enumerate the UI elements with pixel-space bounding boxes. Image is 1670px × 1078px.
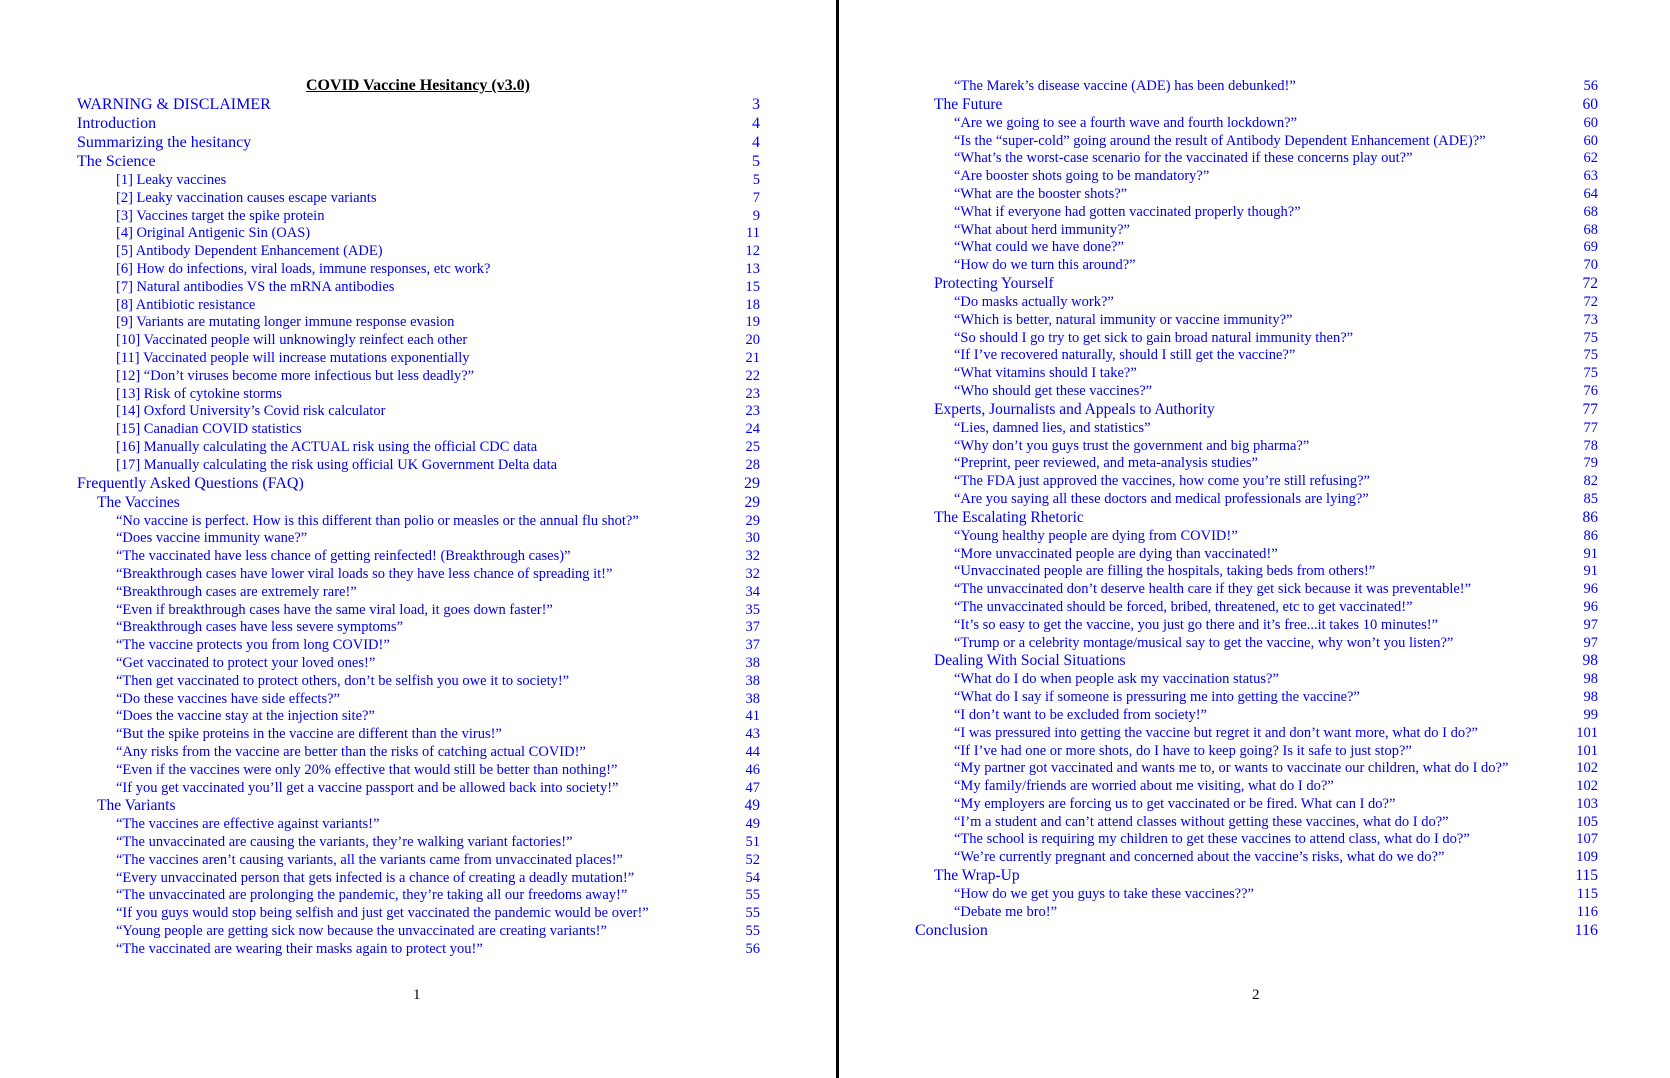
toc-entry-page-number[interactable]: 69 [1583,239,1598,256]
toc-entry-page-number[interactable]: 12 [745,243,760,260]
toc-entry[interactable] [0,762,836,780]
toc-entry-page-number[interactable]: 23 [745,403,760,420]
toc-entry[interactable] [0,386,836,404]
toc-entry-title[interactable]: “What about herd immunity?” [954,221,1130,238]
toc-entry[interactable] [0,421,836,439]
toc-entry-page-number[interactable]: 98 [1583,689,1598,706]
toc-entry[interactable] [0,190,836,208]
toc-entry-title[interactable]: [4] Original Antigenic Sin (OAS) [116,225,311,242]
toc-entry-title[interactable]: The Variants [97,797,176,815]
toc-entry-page-number[interactable]: 116 [1576,903,1598,920]
toc-entry-page-number[interactable]: 47 [745,779,760,796]
toc-entry[interactable] [840,96,1670,115]
toc-entry[interactable] [840,383,1670,401]
toc-entry-title[interactable]: [1] Leaky vaccines [116,172,227,188]
toc-entry-page-number[interactable]: 43 [745,726,760,743]
toc-entry-page-number[interactable]: 4 [752,134,760,151]
toc-entry[interactable] [0,887,836,905]
toc-entry-title[interactable]: “The unvaccinated don’t deserve health care if they get sick because it was preventable!” [954,581,1472,598]
toc-entry-page-number[interactable]: 44 [745,743,760,760]
toc-entry-page-number[interactable]: 19 [745,314,760,331]
toc-entry-page-number[interactable]: 60 [1583,132,1598,149]
toc-entry-title[interactable]: The Vaccines [97,493,180,511]
toc-entry-title[interactable]: “If I’ve recovered naturally, should I still get the vaccine?” [954,347,1296,364]
toc-entry[interactable] [840,204,1670,222]
toc-entry-page-number[interactable]: 41 [745,708,760,725]
toc-entry[interactable] [840,671,1670,689]
toc-entry-title[interactable]: “If you guys would stop being selfish and just get vaccinated the pandemic would be over!” [116,905,649,922]
toc-entry-page-number[interactable]: 96 [1583,598,1598,615]
toc-entry[interactable] [0,261,836,279]
toc-entry[interactable] [840,528,1670,546]
toc-entry-title[interactable]: “I don’t want to be excluded from society!” [954,706,1207,723]
toc-entry-title[interactable]: “No vaccine is perfect. How is this different than polio or measles or the annual flu shot?” [116,512,639,529]
toc-entry[interactable] [0,368,836,386]
toc-entry[interactable] [840,563,1670,581]
toc-entry[interactable] [0,797,836,816]
toc-entry-page-number[interactable]: 49 [744,797,760,815]
toc-entry-title[interactable]: “Get vaccinated to protect your loved ones!” [116,654,376,671]
toc-entry-title[interactable]: [10] Vaccinated people will unknowingly reinfect each other [116,332,468,349]
toc-entry-title[interactable]: “The vaccine protects you from long COVID!” [116,637,390,654]
toc-entry[interactable] [840,312,1670,330]
toc-entry-page-number[interactable]: 3 [752,96,760,113]
toc-entry-page-number[interactable]: 107 [1576,831,1598,848]
toc-entry-title[interactable]: Summarizing the hesitancy [77,134,252,151]
toc-entry-title[interactable]: “What do I do when people ask my vaccination status?” [954,671,1279,688]
toc-entry-title[interactable]: [12] “Don’t viruses become more infectious but less deadly?” [116,367,475,384]
toc-entry-page-number[interactable]: 76 [1583,382,1598,399]
toc-entry-title[interactable]: “What vitamins should I take?” [954,365,1137,382]
toc-entry-title[interactable]: “Are you saying all these doctors and medical professionals are lying?” [954,490,1369,507]
toc-entry-page-number[interactable]: 103 [1576,795,1598,812]
toc-entry-title[interactable]: “Breakthrough cases have less severe symptoms” [116,619,404,636]
toc-entry[interactable] [840,867,1670,886]
toc-entry-title[interactable]: “The vaccinated have less chance of getting reinfected! (Breakthrough cases)” [116,548,571,565]
toc-entry-page-number[interactable]: 49 [745,816,760,833]
toc-entry-page-number[interactable]: 98 [1583,671,1598,688]
toc-entry-title[interactable]: “Even if the vaccines were only 20% effective that would still be better than nothing!” [116,761,618,778]
toc-entry-page-number[interactable]: 101 [1576,742,1598,759]
toc-entry[interactable] [840,275,1670,294]
toc-entry-title[interactable]: [16] Manually calculating the ACTUAL risk using the official CDC data [116,438,538,455]
toc-entry-title[interactable]: “My partner got vaccinated and wants me to, or wants to vaccinate our children, what do I do?” [954,760,1509,777]
toc-entry[interactable] [0,494,836,513]
toc-entry[interactable] [0,780,836,798]
toc-entry-title[interactable]: Frequently Asked Questions (FAQ) [77,474,304,492]
toc-entry-page-number[interactable]: 105 [1576,813,1598,830]
toc-entry-page-number[interactable]: 68 [1583,203,1598,220]
toc-entry-page-number[interactable]: 78 [1583,437,1598,454]
toc-entry-title[interactable]: “The unvaccinated should be forced, bribed, threatened, etc to get vaccinated!” [954,598,1413,615]
toc-entry-title[interactable]: Conclusion [915,921,988,939]
toc-entry-title[interactable]: “Who should get these vaccines?” [954,382,1153,399]
toc-entry[interactable] [0,655,836,673]
toc-entry[interactable] [840,115,1670,133]
toc-entry-title[interactable]: [17] Manually calculating the risk using official UK Government Delta data [116,456,558,473]
toc-entry-title[interactable]: “The FDA just approved the vaccines, how come you’re still refusing?” [954,473,1370,490]
toc-entry[interactable] [0,457,836,475]
toc-entry-page-number[interactable]: 56 [745,940,760,957]
toc-entry-page-number[interactable]: 72 [1582,274,1598,292]
toc-entry-title[interactable]: “Trump or a celebrity montage/musical say to get the vaccine, why won’t you listen?” [954,634,1454,651]
toc-entry-title[interactable]: “So should I go try to get sick to gain broad natural immunity then?” [954,329,1354,346]
toc-entry-title[interactable]: “The Marek’s disease vaccine (ADE) has been debunked!” [954,78,1296,94]
toc-entry-page-number[interactable]: 46 [745,761,760,778]
toc-entry[interactable] [840,760,1670,778]
toc-entry-title[interactable]: The Science [77,153,156,170]
toc-entry[interactable] [840,257,1670,275]
toc-entry[interactable] [0,134,836,153]
toc-entry-title[interactable]: [9] Variants are mutating longer immune response evasion [116,314,455,331]
page-number: 2 [1252,987,1260,1003]
toc-entry-title[interactable]: [7] Natural antibodies VS the mRNA antibodies [116,278,395,295]
toc-entry-title[interactable]: “Any risks from the vaccine are better than the risks of catching actual COVID!” [116,743,586,760]
toc-entry-page-number[interactable]: 96 [1583,581,1598,598]
toc-entry[interactable] [0,243,836,261]
toc-entry-page-number[interactable]: 38 [745,690,760,707]
toc-entry-page-number[interactable]: 55 [745,887,760,904]
toc-entry[interactable] [840,796,1670,814]
toc-entry[interactable] [0,96,836,115]
toc-entry-title[interactable]: “More unvaccinated people are dying than vaccinated!” [954,545,1278,562]
toc-entry-title[interactable]: “If I’ve had one or more shots, do I have to keep going? Is it safe to just stop?” [954,742,1412,759]
toc-entry[interactable] [840,849,1670,867]
toc-entry-page-number[interactable]: 102 [1576,778,1598,795]
toc-entry-page-number[interactable]: 52 [745,851,760,868]
toc-entry[interactable] [0,941,836,959]
toc-entry[interactable] [840,546,1670,564]
toc-entry-title[interactable]: “How do we turn this around?” [954,257,1136,274]
document-page-2 [840,0,1670,1078]
toc-entry-page-number[interactable]: 91 [1583,545,1598,562]
toc-entry-page-number[interactable]: 86 [1582,508,1598,526]
toc-entry-page-number[interactable]: 4 [752,115,760,132]
toc-entry-page-number[interactable]: 86 [1583,527,1598,544]
toc-entry[interactable] [0,834,836,852]
toc-entry-title[interactable]: “Breakthrough cases have lower viral loads so they have less chance of spreading it!” [116,565,613,582]
toc-entry-page-number[interactable]: 73 [1583,311,1598,328]
toc-entry-title[interactable]: “The unvaccinated are causing the variants, they’re walking variant factories!” [116,834,573,851]
toc-entry-page-number[interactable]: 75 [1583,329,1598,346]
toc-entry[interactable] [0,816,836,834]
toc-entry[interactable] [840,473,1670,491]
toc-entry-page-number[interactable]: 85 [1583,490,1598,507]
toc-entry-title[interactable]: [13] Risk of cytokine storms [116,385,282,402]
toc-entry[interactable] [840,150,1670,168]
toc-entry[interactable] [0,314,836,332]
toc-entry-page-number[interactable]: 5 [752,153,760,170]
toc-entry-page-number[interactable]: 79 [1583,455,1598,472]
toc-entry[interactable] [0,637,836,655]
toc-entry-title[interactable]: “Debate me bro!” [954,903,1058,920]
toc-entry[interactable] [0,153,836,172]
toc-entry-page-number[interactable]: 116 [1574,921,1598,939]
toc-entry-page-number[interactable]: 38 [745,654,760,671]
toc-entry-page-number[interactable]: 68 [1583,221,1598,238]
toc-entry-page-number[interactable]: 32 [745,548,760,565]
toc-entry-title[interactable]: “Do these vaccines have side effects?” [116,690,340,707]
toc-entry-title[interactable]: “Does the vaccine stay at the injection site?” [116,708,375,725]
toc-entry[interactable] [840,420,1670,438]
toc-entry[interactable] [840,509,1670,528]
toc-entry[interactable] [840,725,1670,743]
toc-entry[interactable] [0,566,836,584]
toc-entry-title[interactable]: “Why don’t you guys trust the government and big pharma?” [954,437,1310,454]
toc-entry-page-number[interactable]: 35 [745,601,760,618]
toc-entry-title[interactable]: “We’re currently pregnant and concerned about the vaccine’s risks, what do we do?” [954,849,1445,866]
toc-entry-title[interactable]: “How do we get you guys to take these vaccines??” [954,886,1254,903]
toc-entry[interactable] [840,455,1670,473]
toc-entry[interactable] [0,439,836,457]
toc-entry[interactable] [840,168,1670,186]
toc-entry-title[interactable]: “Young people are getting sick now because the unvaccinated are creating variants!” [116,923,607,940]
toc-entry-page-number[interactable]: 38 [745,672,760,689]
toc-entry-page-number[interactable]: 15 [745,278,760,295]
toc-entry[interactable] [840,904,1670,922]
toc-entry-title[interactable]: The Wrap-Up [934,867,1020,885]
toc-entry[interactable] [0,923,836,941]
toc-entry-title[interactable]: “Preprint, peer reviewed, and meta-analysis studies” [954,455,1258,472]
toc-entry-title[interactable]: “Do masks actually work?” [954,293,1114,310]
toc-entry-title[interactable]: “Is the “super-cold” going around the result of Antibody Dependent Enhancement (ADE)?” [954,132,1486,149]
toc-entry[interactable] [0,619,836,637]
toc-entry-page-number[interactable]: 56 [1583,78,1598,94]
toc-entry[interactable] [840,689,1670,707]
toc-entry-title[interactable]: “Are we going to see a fourth wave and fourth lockdown?” [954,114,1298,131]
toc-entry-page-number[interactable]: 32 [745,565,760,582]
toc-entry-page-number[interactable]: 34 [745,583,760,600]
toc-entry-page-number[interactable]: 29 [745,512,760,529]
toc-entry-title[interactable]: “Which is better, natural immunity or vaccine immunity?” [954,311,1293,328]
toc-entry-title[interactable]: Introduction [77,115,157,132]
toc-entry-page-number[interactable]: 64 [1583,185,1598,202]
toc-entry[interactable] [840,922,1670,941]
toc-entry[interactable] [0,744,836,762]
toc-entry-page-number[interactable]: 60 [1583,114,1598,131]
toc-entry[interactable] [840,186,1670,204]
toc-entry-title[interactable]: “I was pressured into getting the vaccine but regret it and don’t want more, what do I do?” [954,724,1478,741]
toc-entry-title[interactable]: “Then get vaccinated to protect others, don’t be selfish you owe it to society!” [116,672,570,689]
toc-entry-page-number[interactable]: 22 [745,367,760,384]
toc-entry-title[interactable]: “My employers are forcing us to get vaccinated or be fired. What can I do?” [954,795,1396,812]
toc-entry-page-number[interactable]: 54 [745,869,760,886]
toc-entry[interactable] [840,652,1670,671]
toc-entry-page-number[interactable]: 75 [1583,365,1598,382]
toc-entry[interactable] [840,778,1670,796]
toc-entry[interactable] [0,172,836,190]
toc-entry[interactable] [840,743,1670,761]
toc-entry[interactable] [0,279,836,297]
toc-entry-page-number[interactable]: 9 [752,207,760,224]
toc-entry[interactable] [840,814,1670,832]
toc-entry-page-number[interactable]: 70 [1583,257,1598,274]
toc-entry[interactable] [0,225,836,243]
toc-entry[interactable] [840,707,1670,725]
toc-entry[interactable] [0,332,836,350]
toc-entry-title[interactable]: “Breakthrough cases are extremely rare!” [116,583,357,600]
toc-entry[interactable] [840,886,1670,904]
toc-entry-title[interactable]: [8] Antibiotic resistance [116,296,256,313]
toc-entry-title[interactable]: “Does vaccine immunity wane?” [116,530,308,547]
toc-entry-page-number[interactable]: 18 [745,296,760,313]
page-divider [836,0,839,1078]
toc-entry-page-number[interactable]: 62 [1583,150,1598,167]
toc-entry[interactable] [0,530,836,548]
toc-entry-title[interactable]: “The vaccinated are wearing their masks again to protect you!” [116,940,483,957]
toc-entry-page-number[interactable]: 97 [1583,634,1598,651]
toc-entry-title[interactable]: “What do I say if someone is pressuring me into getting the vaccine?” [954,689,1360,706]
toc-entry[interactable] [0,602,836,620]
toc-entry-page-number[interactable]: 20 [745,332,760,349]
toc-entry[interactable] [840,581,1670,599]
toc-entry-title[interactable]: [11] Vaccinated people will increase mutations exponentially [116,349,470,366]
toc-entry[interactable] [840,401,1670,420]
toc-entry-title[interactable]: “Unvaccinated people are filling the hospitals, taking beds from others!” [954,563,1376,580]
toc-entry-page-number[interactable]: 23 [745,385,760,402]
toc-entry-title[interactable]: [6] How do infections, viral loads, immune responses, etc work? [116,260,491,277]
toc-entry-page-number[interactable]: 30 [745,530,760,547]
toc-entry-title[interactable]: “What if everyone had gotten vaccinated properly though?” [954,203,1301,220]
toc-entry-title[interactable]: “What’s the worst-case scenario for the vaccinated if these concerns play out?” [954,150,1413,167]
toc-entry-page-number[interactable]: 115 [1575,867,1598,885]
toc-entry-page-number[interactable]: 37 [745,637,760,654]
toc-entry-page-number[interactable]: 24 [745,421,760,438]
toc-entry[interactable] [840,294,1670,312]
toc-entry[interactable] [0,475,836,494]
toc-entry-page-number[interactable]: 63 [1583,168,1598,185]
toc-entry[interactable] [840,635,1670,653]
toc-entry-page-number[interactable]: 99 [1583,706,1598,723]
toc-entry-page-number[interactable]: 29 [744,493,760,511]
toc-entry-page-number[interactable]: 51 [745,834,760,851]
toc-entry[interactable] [0,513,836,531]
toc-entry-title[interactable]: “Young healthy people are dying from COVID!” [954,527,1238,544]
toc-entry[interactable] [840,347,1670,365]
toc-entry-title[interactable]: “What are the booster shots?” [954,185,1128,202]
toc-entry[interactable] [0,673,836,691]
toc-entry[interactable] [840,78,1670,96]
toc-entry-page-number[interactable]: 91 [1583,563,1598,580]
toc-entry-title[interactable]: [3] Vaccines target the spike protein [116,207,325,224]
toc-entry[interactable] [0,870,836,888]
toc-entry-page-number[interactable]: 75 [1583,347,1598,364]
toc-entry-title[interactable]: Dealing With Social Situations [934,652,1126,670]
toc-entry-page-number[interactable]: 98 [1582,652,1598,670]
toc-entry[interactable] [0,208,836,226]
toc-entry-page-number[interactable]: 82 [1583,473,1598,490]
toc-entry[interactable] [840,365,1670,383]
toc-entry-page-number[interactable]: 72 [1583,293,1598,310]
toc-entry-page-number[interactable]: 11 [746,225,760,242]
toc-entry-page-number[interactable]: 97 [1583,616,1598,633]
table-of-contents-page-1 [0,96,836,959]
toc-entry[interactable] [0,584,836,602]
toc-entry[interactable] [840,599,1670,617]
toc-entry[interactable] [0,297,836,315]
toc-entry-page-number[interactable]: 115 [1576,886,1598,903]
toc-entry-page-number[interactable]: 77 [1582,400,1598,418]
toc-entry[interactable] [0,691,836,709]
toc-entry-title[interactable]: [14] Oxford University’s Covid risk calculator [116,403,386,420]
page-number: 1 [413,987,421,1003]
toc-entry-page-number[interactable]: 109 [1576,849,1598,866]
toc-entry-page-number[interactable]: 25 [745,438,760,455]
toc-entry-title[interactable]: “What could we have done?” [954,239,1124,256]
toc-entry-title[interactable]: “The vaccines aren’t causing variants, all the variants came from unvaccinated places!” [116,851,623,868]
toc-entry[interactable] [840,617,1670,635]
toc-entry-title[interactable]: “Even if breakthrough cases have the same viral load, it goes down faster!” [116,601,553,618]
toc-entry-title[interactable]: “If you get vaccinated you’ll get a vaccine passport and be allowed back into society!” [116,779,619,796]
toc-entry-title[interactable]: “I’m a student and can’t attend classes without getting these vaccines, what do I do?” [954,813,1449,830]
toc-entry-title[interactable]: The Future [934,95,1003,113]
toc-entry[interactable] [0,852,836,870]
toc-entry-title[interactable]: [5] Antibody Dependent Enhancement (ADE) [116,243,383,260]
toc-entry-title[interactable]: “The school is requiring my children to get these vaccines to attend class, what do I do?” [954,831,1470,848]
toc-entry-title[interactable]: “Lies, damned lies, and statistics” [954,419,1151,436]
toc-entry[interactable] [0,115,836,134]
toc-entry-page-number[interactable]: 37 [745,619,760,636]
document-title: COVID Vaccine Hesitancy (v3.0) [306,77,530,94]
toc-entry-page-number[interactable]: 102 [1576,760,1598,777]
toc-entry[interactable] [0,403,836,421]
toc-entry-page-number[interactable]: 60 [1582,95,1598,113]
toc-entry-title[interactable]: “My family/friends are worried about me visiting, what do I do?” [954,778,1334,795]
toc-entry-page-number[interactable]: 29 [744,474,760,492]
toc-entry-title[interactable]: [2] Leaky vaccination causes escape variants [116,189,377,206]
toc-entry-title[interactable]: “But the spike proteins in the vaccine are different than the virus!” [116,726,502,743]
toc-entry[interactable] [840,222,1670,240]
toc-entry-title[interactable]: The Escalating Rhetoric [934,508,1084,526]
toc-entry-page-number[interactable]: 101 [1576,724,1598,741]
toc-entry-title[interactable]: “The unvaccinated are prolonging the pandemic, they’re taking all our freedoms away!” [116,887,628,904]
toc-entry[interactable] [0,726,836,744]
toc-entry-title[interactable]: “The vaccines are effective against variants!” [116,816,380,833]
toc-entry[interactable] [0,905,836,923]
toc-entry[interactable] [0,708,836,726]
toc-entry-title[interactable]: “It’s so easy to get the vaccine, you just go there and it’s free...it takes 10 minutes!” [954,616,1439,633]
toc-entry-page-number[interactable]: 13 [745,260,760,277]
toc-entry-page-number[interactable]: 7 [752,189,760,206]
toc-entry-title[interactable]: Protecting Yourself [934,274,1054,292]
toc-entry-page-number[interactable]: 28 [745,456,760,473]
toc-entry[interactable] [0,350,836,368]
toc-entry-page-number[interactable]: 55 [745,905,760,922]
toc-entry[interactable] [840,831,1670,849]
toc-entry-page-number[interactable]: 77 [1583,419,1598,436]
toc-entry[interactable] [840,330,1670,348]
toc-entry[interactable] [840,491,1670,509]
toc-entry-page-number[interactable]: 21 [745,349,760,366]
table-of-contents-page-2 [840,78,1670,941]
toc-entry[interactable] [840,438,1670,456]
toc-entry-title[interactable]: Experts, Journalists and Appeals to Authority [934,400,1215,418]
toc-entry-page-number[interactable]: 5 [752,172,760,188]
toc-entry-title[interactable]: “Are booster shots going to be mandatory?” [954,168,1210,185]
toc-entry[interactable] [840,133,1670,151]
toc-entry[interactable] [0,548,836,566]
toc-entry-page-number[interactable]: 55 [745,923,760,940]
toc-entry-title[interactable]: [15] Canadian COVID statistics [116,421,302,438]
toc-entry-title[interactable]: “Every unvaccinated person that gets infected is a chance of creating a deadly mutation!” [116,869,635,886]
toc-entry[interactable] [840,239,1670,257]
toc-entry-title[interactable]: WARNING & DISCLAIMER [77,96,271,113]
